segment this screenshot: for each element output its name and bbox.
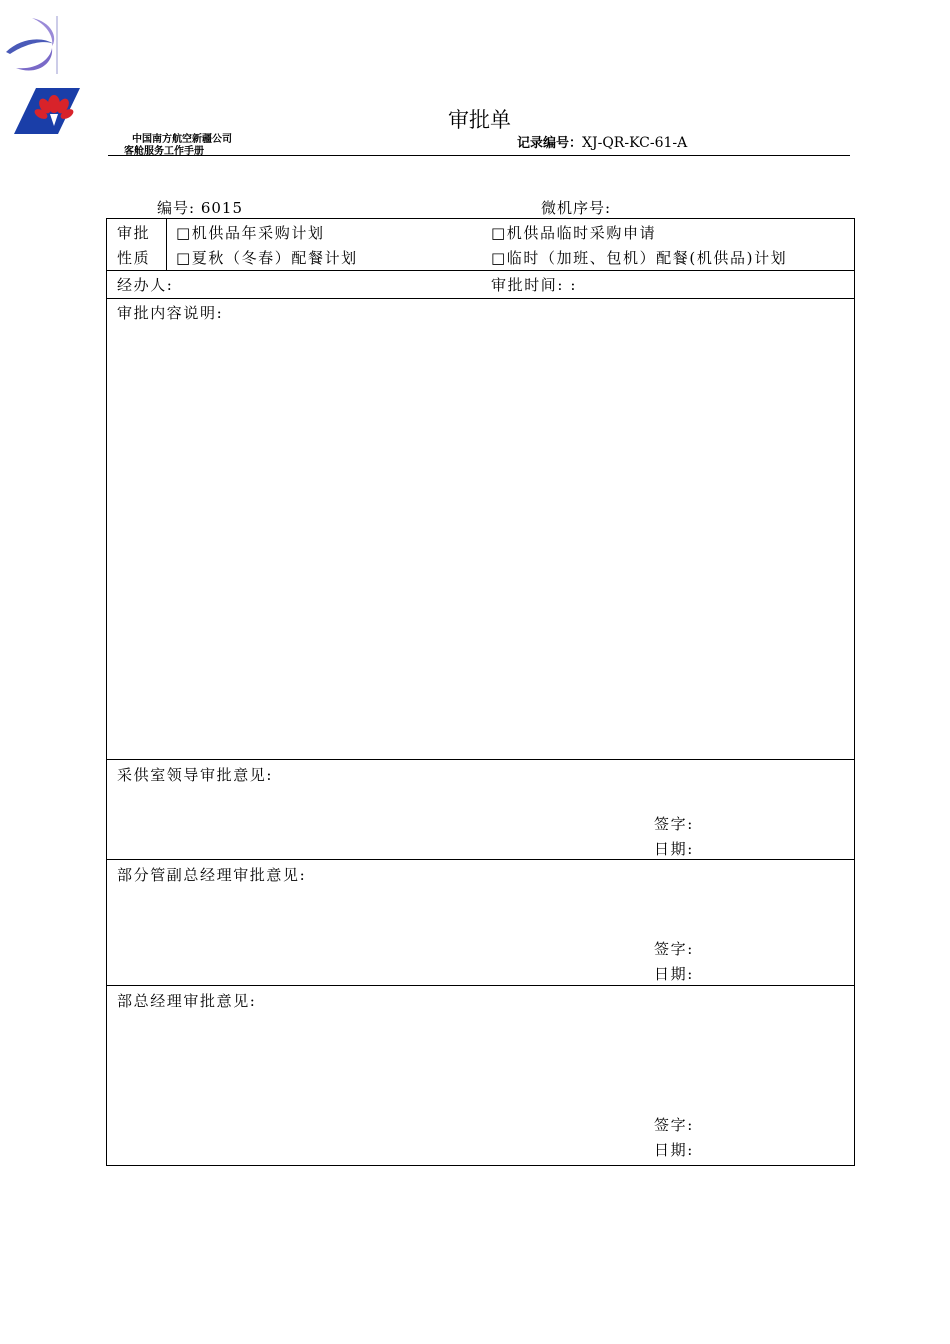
header-divider bbox=[108, 155, 850, 156]
pc-sequence-number: 微机序号: bbox=[541, 199, 612, 217]
company-name: 中国南方航空新疆公司 bbox=[132, 134, 232, 145]
signature-field[interactable]: 签字: bbox=[654, 1116, 694, 1134]
serial-number: 编号: 6015 bbox=[157, 199, 243, 217]
handler-field[interactable]: 经办人: bbox=[117, 276, 174, 294]
signature-field[interactable]: 签字: bbox=[654, 815, 694, 833]
option-seasonal-catering-plan[interactable]: □夏秋（冬春）配餐计划 bbox=[176, 249, 358, 267]
record-number-code: XJ-QR-KC-61-A bbox=[582, 135, 688, 151]
section-title: 部分管副总经理审批意见: bbox=[117, 866, 307, 884]
option-temporary-catering-plan[interactable]: □临时（加班、包机）配餐(机供品)计划 bbox=[491, 249, 788, 267]
signature-field[interactable]: 签字: bbox=[654, 940, 694, 958]
nature-label-line2: 性质 bbox=[117, 249, 151, 267]
china-southern-logo bbox=[14, 88, 80, 134]
date-field[interactable]: 日期: bbox=[654, 840, 694, 858]
company-swoosh-logo bbox=[2, 14, 60, 76]
column-divider bbox=[166, 219, 167, 270]
row-divider bbox=[107, 859, 854, 860]
row-divider bbox=[107, 759, 854, 760]
content-description-label: 审批内容说明: bbox=[117, 304, 224, 322]
approval-form-table bbox=[106, 218, 855, 1166]
nature-label-line1: 审批 bbox=[117, 224, 151, 242]
row-divider bbox=[107, 298, 854, 299]
section-title: 采供室领导审批意见: bbox=[117, 766, 274, 784]
manual-name: 客舱服务工作手册 bbox=[124, 146, 204, 157]
option-annual-purchase-plan[interactable]: □机供品年采购计划 bbox=[176, 224, 325, 242]
record-number bbox=[517, 132, 687, 151]
date-field[interactable]: 日期: bbox=[654, 1141, 694, 1159]
section-title: 部总经理审批意见: bbox=[117, 992, 257, 1010]
approval-time-field[interactable]: 审批时间: : bbox=[491, 276, 578, 294]
row-divider bbox=[107, 985, 854, 986]
row-divider bbox=[107, 270, 854, 271]
page-title: 审批单 bbox=[448, 108, 511, 132]
option-temporary-purchase-request[interactable]: □机供品临时采购申请 bbox=[491, 224, 657, 242]
record-number-label: 记录编号： bbox=[517, 136, 583, 151]
date-field[interactable]: 日期: bbox=[654, 965, 694, 983]
